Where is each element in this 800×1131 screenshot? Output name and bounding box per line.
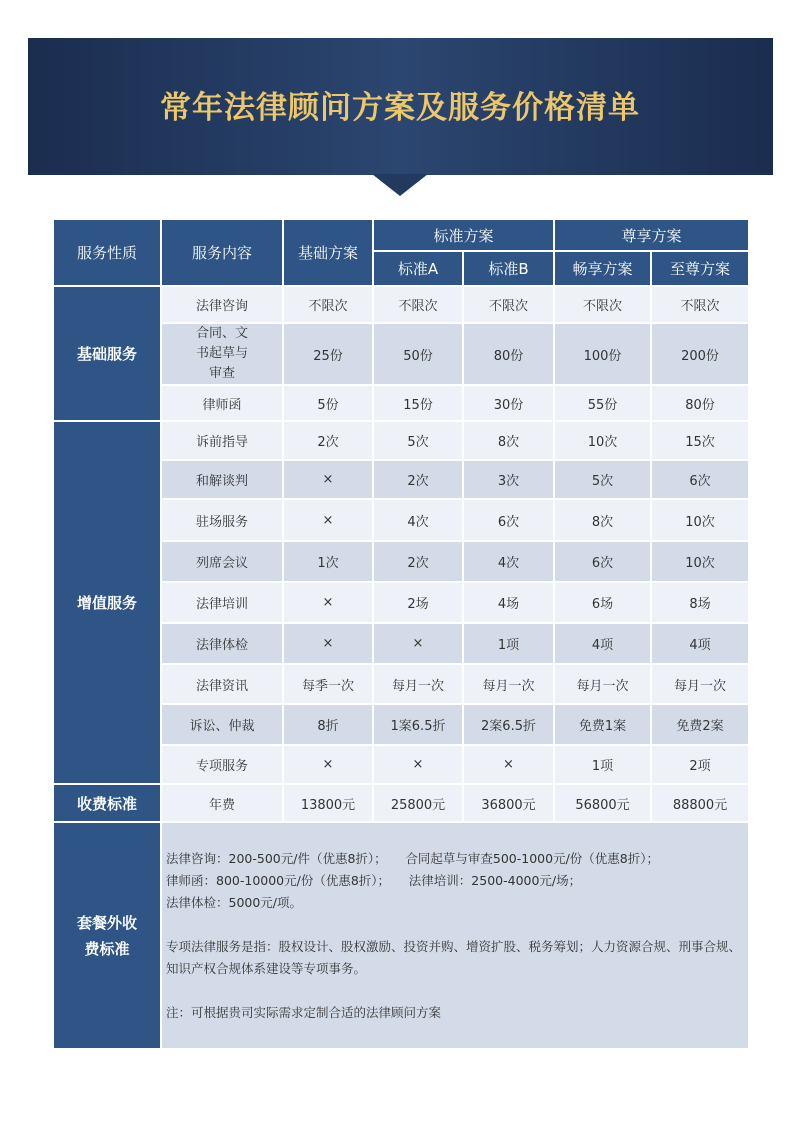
plan-value: 免费1案: [554, 704, 651, 745]
plan-value: 88800元: [651, 784, 749, 822]
extra-line: 法律咨询：200-500元/件（优惠8折）； 合同起草与审查500-1000元/份（优惠8折）；: [166, 850, 659, 866]
plan-value: 4场: [463, 582, 554, 623]
plan-value: 50份: [373, 323, 463, 385]
service-item: 法律培训: [161, 582, 283, 623]
service-item: 法律资讯: [161, 664, 283, 704]
plan-value: 不限次: [554, 286, 651, 323]
plan-value: 1次: [283, 541, 373, 582]
service-item: 法律咨询: [161, 286, 283, 323]
note: 注：可根据贵司实际需求定制合适的法律顾问方案: [166, 1004, 442, 1020]
header-standard: 标准方案: [373, 219, 554, 251]
plan-value: ×: [283, 623, 373, 664]
service-item: 律师函: [161, 385, 283, 421]
banner-notch: [372, 174, 428, 196]
plan-value: 不限次: [373, 286, 463, 323]
plan-value: 2场: [373, 582, 463, 623]
plan-value: 不限次: [283, 286, 373, 323]
plan-value: 2案6.5折: [463, 704, 554, 745]
plan-value: 8场: [651, 582, 749, 623]
plan-value: 4项: [554, 623, 651, 664]
plan-value: 80份: [651, 385, 749, 421]
page-title: 常年法律顾问方案及服务价格清单: [160, 90, 640, 126]
plan-value: 2次: [283, 421, 373, 460]
header-nature: 服务性质: [53, 219, 161, 286]
plan-value: 每月一次: [463, 664, 554, 704]
plan-value: 1项: [463, 623, 554, 664]
service-item: 年费: [161, 784, 283, 822]
plan-value: 36800元: [463, 784, 554, 822]
category-cell: 收费标准: [53, 784, 161, 822]
header-zhizun: 至尊方案: [651, 251, 749, 286]
extra-category-label: 套餐外收费标准: [77, 913, 138, 958]
plan-value: 不限次: [651, 286, 749, 323]
extra-line: 律师函：800-10000元/份（优惠8折）； 法律培训：2500-4000元/场；: [166, 872, 582, 888]
plan-value: 不限次: [463, 286, 554, 323]
plan-value: 6次: [651, 460, 749, 499]
plan-value: 25800元: [373, 784, 463, 822]
plan-value: 每季一次: [283, 664, 373, 704]
category-cell: 增值服务: [53, 421, 161, 784]
plan-value: 6次: [554, 541, 651, 582]
plan-value: ×: [283, 499, 373, 541]
header-basic: 基础方案: [283, 219, 373, 286]
plan-value: 每月一次: [373, 664, 463, 704]
special-services: 专项法律服务是指：股权设计、股权激励、投资并购、增资扩股、税务筹划；人力资源合规、刑事合规、知识产权合规体系建设等专项事务。: [166, 938, 742, 976]
table-row: [53, 286, 749, 323]
service-item: 诉讼、仲裁: [161, 704, 283, 745]
plan-value: 5次: [554, 460, 651, 499]
plan-value: 200份: [651, 323, 749, 385]
plan-value: 6场: [554, 582, 651, 623]
extra-notes: [161, 822, 749, 1049]
plan-value: 5次: [373, 421, 463, 460]
plan-value: ×: [283, 745, 373, 784]
plan-value: 80份: [463, 323, 554, 385]
plan-value: 2项: [651, 745, 749, 784]
extra-line: 法律体检：5000元/项。: [166, 894, 303, 910]
service-item: 合同、文书起草与审查: [161, 323, 283, 385]
plan-value: 100份: [554, 323, 651, 385]
plan-value: 8折: [283, 704, 373, 745]
plan-value: 25份: [283, 323, 373, 385]
plan-value: 15份: [373, 385, 463, 421]
plan-value: 4次: [373, 499, 463, 541]
service-item: 驻场服务: [161, 499, 283, 541]
price-table: [52, 218, 750, 1050]
plan-value: 5份: [283, 385, 373, 421]
plan-value: 4项: [651, 623, 749, 664]
plan-value: 30份: [463, 385, 554, 421]
category-cell: 基础服务: [53, 286, 161, 421]
plan-value: ×: [283, 460, 373, 499]
plan-value: 6次: [463, 499, 554, 541]
plan-value: ×: [373, 623, 463, 664]
plan-value: ×: [283, 582, 373, 623]
plan-value: 4次: [463, 541, 554, 582]
plan-value: 每月一次: [554, 664, 651, 704]
plan-value: 56800元: [554, 784, 651, 822]
plan-value: 8次: [463, 421, 554, 460]
header-std-b: 标准B: [463, 251, 554, 286]
plan-value: 每月一次: [651, 664, 749, 704]
header-content: 服务内容: [161, 219, 283, 286]
plan-value: 15次: [651, 421, 749, 460]
plan-value: 10次: [651, 499, 749, 541]
table-row: [53, 421, 749, 460]
plan-value: 2次: [373, 460, 463, 499]
header-premium: 尊享方案: [554, 219, 749, 251]
plan-value: 免费2案: [651, 704, 749, 745]
table-row: [53, 784, 749, 822]
plan-value: ×: [463, 745, 554, 784]
header-std-a: 标准A: [373, 251, 463, 286]
header-changxiang: 畅享方案: [554, 251, 651, 286]
plan-value: ×: [373, 745, 463, 784]
service-item: 和解谈判: [161, 460, 283, 499]
plan-value: 10次: [651, 541, 749, 582]
plan-value: 8次: [554, 499, 651, 541]
plan-value: 55份: [554, 385, 651, 421]
extra-category: [53, 822, 161, 1049]
service-item: 诉前指导: [161, 421, 283, 460]
plan-value: 2次: [373, 541, 463, 582]
plan-value: 10次: [554, 421, 651, 460]
service-item: 专项服务: [161, 745, 283, 784]
service-item: 列席会议: [161, 541, 283, 582]
plan-value: 1案6.5折: [373, 704, 463, 745]
plan-value: 3次: [463, 460, 554, 499]
plan-value: 1项: [554, 745, 651, 784]
plan-value: 13800元: [283, 784, 373, 822]
service-item: 法律体检: [161, 623, 283, 664]
